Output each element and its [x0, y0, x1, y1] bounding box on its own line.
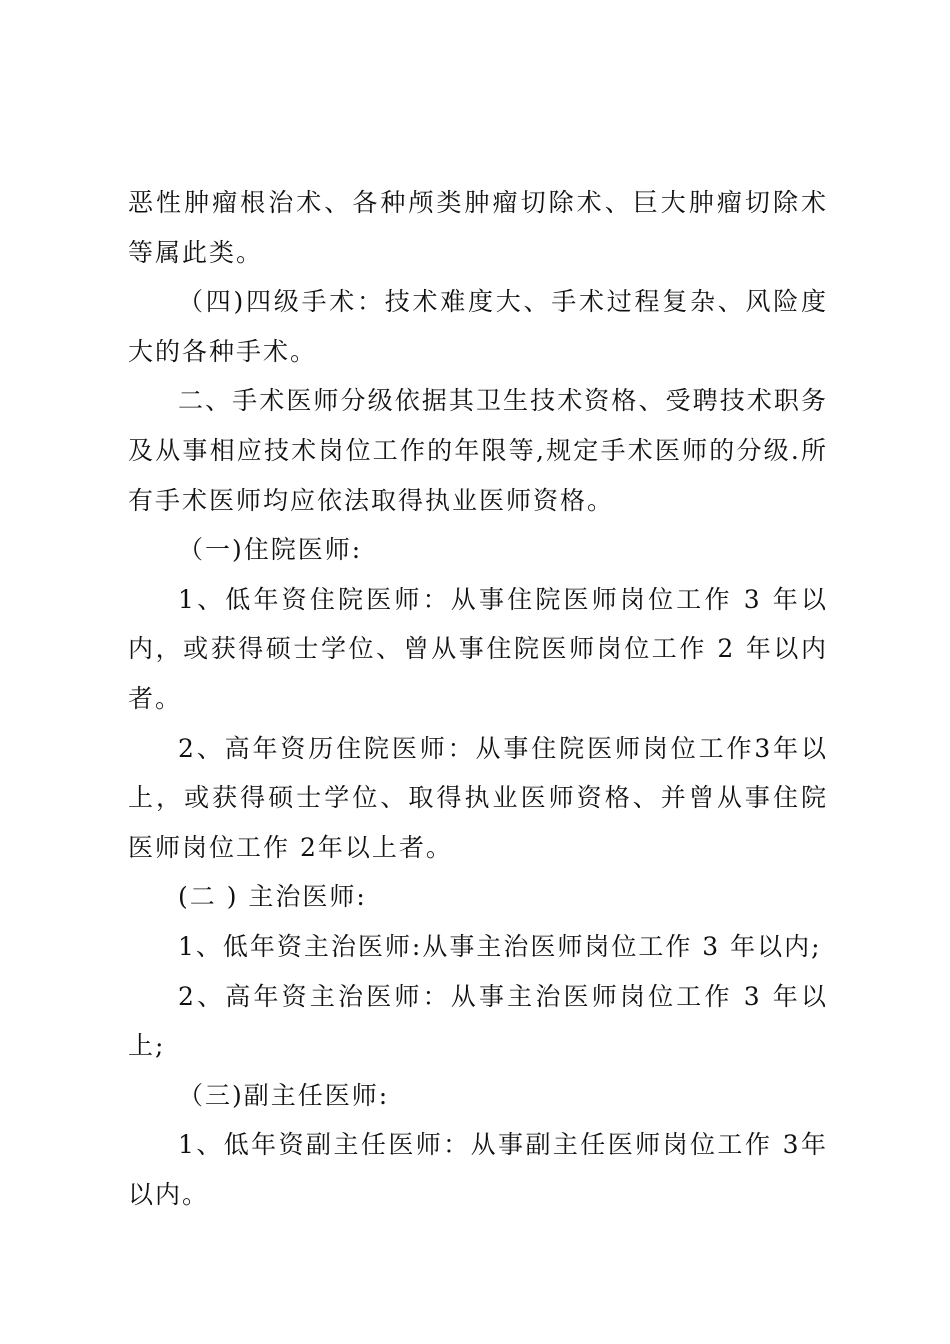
paragraph: 1、低年资住院医师：从事住院医师岗位工作 3 年以内，或获得硕士学位、曾从事住院医师岗位工作 2 年以内者。 — [128, 584, 828, 713]
paragraph: （三)副主任医师: — [178, 1080, 390, 1110]
paragraph: (二 ) 主治医师: — [178, 882, 367, 912]
paragraph: 1、低年资副主任医师：从事副主任医师岗位工作 3年以内。 — [128, 1130, 828, 1209]
paragraph: 二、手术医师分级依据其卫生技术资格、受聘技术职务及从事相应技术岗位工作的年限等,规定手术医师的分级.所有手术医师均应依法取得执业医师资格。 — [128, 386, 828, 515]
document-body — [128, 178, 828, 1219]
paragraph: （四)四级手术：技术难度大、手术过程复杂、风险度大的各种手术。 — [128, 287, 828, 366]
paragraph: 1、低年资主治医师:从事主治医师岗位工作 3 年以内; — [178, 931, 822, 961]
paragraph: 2、高年资历住院医师：从事住院医师岗位工作3年以上，或获得硕士学位、取得执业医师资格、并曾从事住院医师岗位工作 2年以上者。 — [128, 733, 828, 862]
paragraph: （一)住院医师: — [178, 535, 363, 565]
paragraph: 2、高年资主治医师：从事主治医师岗位工作 3 年以上; — [128, 981, 828, 1061]
paragraph: 恶性肿瘤根治术、各种颅类肿瘤切除术、巨大肿瘤切除术等属此类。 — [128, 188, 828, 267]
